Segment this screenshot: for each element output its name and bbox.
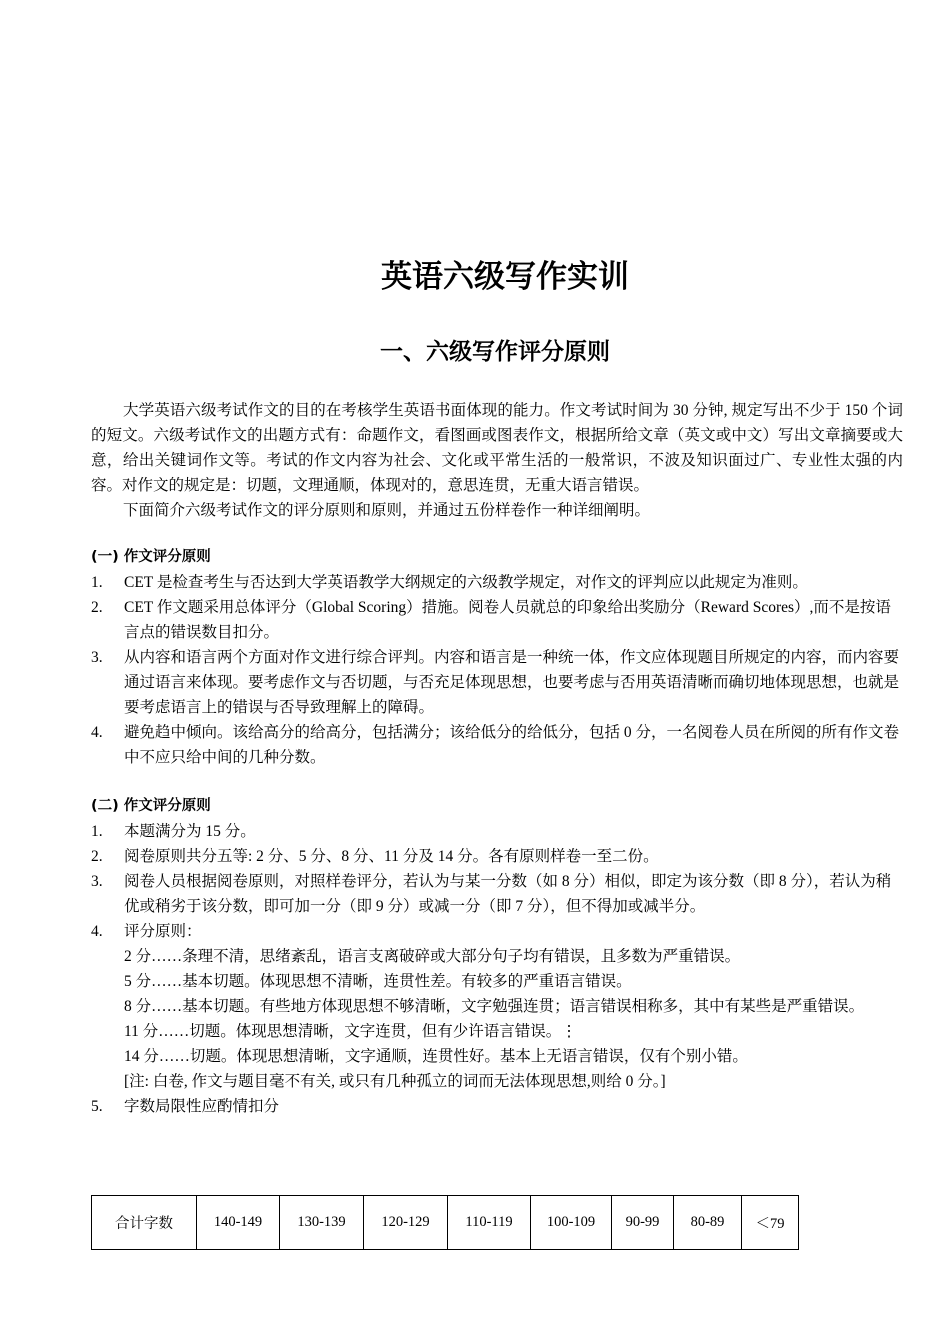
list-number: 1.	[91, 574, 103, 591]
list-item	[91, 595, 903, 645]
list-text: 评分原则：	[124, 923, 202, 940]
table-cell: 80-89	[674, 1196, 742, 1250]
list-item	[91, 720, 903, 770]
document-body	[91, 398, 903, 1119]
list-text: 阅卷人员根据阅卷原则，对照样卷评分，若认为与某一分数（如 8 分）相似，即定为该分数（即 8 分），若认为稍优或稍劣于该分数，即可加一分（即 9 分）或减一分（即 7 分），但不得加或减半分。	[124, 873, 892, 915]
list-text: 阅卷原则共分五等: 2 分、5 分、8 分、11 分及 14 分。各有原则样卷一至二份。	[124, 848, 659, 865]
list-text: 字数局限性应酌情扣分	[124, 1098, 280, 1115]
list-item	[91, 1094, 903, 1119]
list-number: 2.	[91, 848, 103, 865]
list-text: 从内容和语言两个方面对作文进行综合评判。内容和语言是一种统一体，作文应体现题目所规定的内容，而内容要通过语言来体现。要考虑作文与否切题，与否充足体现思想，也要考虑与否用英语清晰而确切地体现思想，也就是要考虑语言上的错误与否导致理解上的障碍。	[124, 649, 900, 716]
table-cell: 120-129	[364, 1196, 448, 1250]
list-number: 4.	[91, 724, 103, 741]
list-item	[91, 819, 903, 844]
document-title: 英语六级写作实训	[381, 259, 629, 295]
criteria-line: 14 分……切题。体现思想清晰，文字通顺，连贯性好。基本上无语言错误，仅有个别小错。	[124, 1048, 748, 1065]
table-cell: 140-149	[197, 1196, 280, 1250]
intro-paragraph: 下面简介六级考试作文的评分原则和原则，并通过五份样卷作一种详细阐明。	[123, 502, 651, 519]
list-number: 3.	[91, 649, 103, 666]
table-cell: 110-119	[448, 1196, 531, 1250]
criteria-line: 8 分……基本切题。有些地方体现思想不够清晰，文字勉强连贯；语言错误相称多，其中有某些是严重错误。	[124, 998, 865, 1015]
list-item	[91, 919, 903, 1094]
list-item	[91, 869, 903, 919]
list-text: 避免趋中倾向。该给高分的给高分，包括满分；该给低分的给低分，包括 0 分，一名阅卷人员在所阅的所有作文卷中不应只给中间的几种分数。	[124, 724, 900, 766]
list-item	[91, 645, 903, 720]
list-number: 4.	[91, 923, 103, 940]
list-text: 本题满分为 15 分。	[124, 823, 256, 840]
list-item	[91, 844, 903, 869]
criteria-note: [注: 白卷, 作文与题目毫不有关, 或只有几种孤立的词而无法体现思想,则给 0 分。]	[124, 1073, 666, 1090]
list-number: 1.	[91, 823, 103, 840]
table-cell: 100-109	[531, 1196, 612, 1250]
list-text: CET 是检查考生与否达到大学英语教学大纲规定的六级教学规定，对作文的评判应以此规定为准则。	[124, 574, 808, 591]
word-count-table	[91, 1195, 799, 1250]
scoring-standards-list	[91, 819, 903, 1119]
subsection-heading: (一) 作文评分原则	[91, 549, 211, 565]
list-number: 2.	[91, 599, 103, 616]
list-item	[91, 570, 903, 595]
criteria-line: 5 分……基本切题。体现思想不清晰，连贯性差。有较多的严重语言错误。	[124, 973, 632, 990]
table-cell: 130-139	[280, 1196, 364, 1250]
table-cell: 合计字数	[92, 1196, 197, 1250]
list-number: 3.	[91, 873, 103, 890]
table-row	[92, 1196, 799, 1250]
table-cell: ＜79	[742, 1196, 799, 1250]
list-number: 5.	[91, 1098, 103, 1115]
table-cell: 90-99	[612, 1196, 674, 1250]
intro-paragraph: 大学英语六级考试作文的目的在考核学生英语书面体现的能力。作文考试时间为 30 分钟, 规定写出不少于 150 个词的短文。六级考试作文的出题方式有：命题作文，看图画或图表作文，根据所给文章（英文或中文）写出文章摘要或大意，给出关键词作文等。考试的作文内容为社会、文化或平常生活的一般常识，不波及知识面过广、专业性太强的内容。对作文的规定是：切题，文理通顺，体现对的，意思连贯，无重大语言错误。	[91, 402, 903, 494]
section-title: 一、六级写作评分原则	[380, 339, 610, 365]
subsection-heading: (二) 作文评分原则	[91, 798, 211, 814]
scoring-principles-list	[91, 570, 903, 770]
list-text: CET 作文题采用总体评分（Global Scoring）措施。阅卷人员就总的印象给出奖励分（Reward Scores）,而不是按语言点的错误数目扣分。	[124, 599, 891, 641]
criteria-line: 2 分……条理不清，思绪紊乱，语言支离破碎或大部分句子均有错误，且多数为严重错误。	[124, 948, 741, 965]
criteria-line: 11 分……切题。体现思想清晰，文字连贯，但有少许语言错误。⋮	[124, 1023, 577, 1040]
